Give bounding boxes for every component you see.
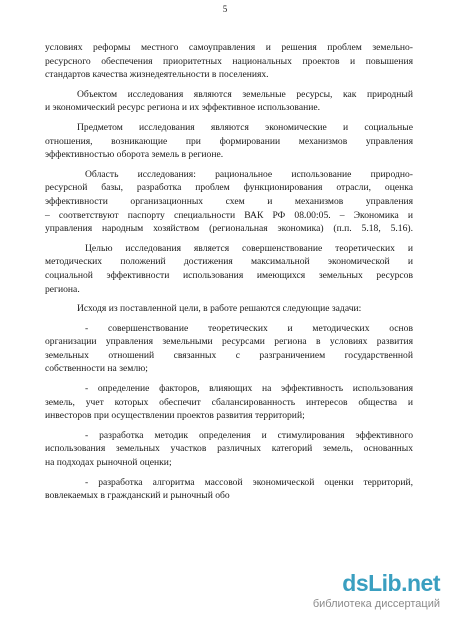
text-line: Исходя из поставленной цели, в работе решаются следующие задачи: <box>77 303 362 315</box>
text-line: условиях реформы местного самоуправления и решения проблем земельно- <box>45 42 413 53</box>
text-line: использования земельных участков различных категорий земель, основанных <box>45 443 413 455</box>
watermark-subtitle: библиотека диссертаций <box>312 598 440 610</box>
text-line: инвесторов при осуществлении проектов развития территорий; <box>45 410 305 422</box>
page-text <box>45 41 413 503</box>
text-line: Целью исследования является совершенствование теоретических и <box>85 242 413 254</box>
text-line: эффективностью оборота земель в регионе. <box>45 149 224 161</box>
text-line: Предметом исследования являются экономические и социальные <box>77 121 413 133</box>
text-line: и экономический ресурс региона и их эффективное использование. <box>45 102 321 114</box>
text-line: - совершенствование теоретических и методических основ <box>85 322 413 334</box>
dslib-watermark <box>280 570 440 614</box>
watermark-logo: dsLib.net <box>342 570 440 596</box>
text-line: ресурсной базы, разработка проблем функционирования отрасли, оценка <box>45 182 413 194</box>
text-line: - разработка алгоритма массовой экономической оценки территорий, <box>85 476 413 488</box>
text-line: Область исследования: рациональное использование природно- <box>85 168 413 180</box>
text-line: Объектом исследования являются земельные ресурсы, как природный <box>77 88 413 100</box>
text-line: ресурсного обеспечения приоритетных национальных проектов и повышения <box>45 55 413 67</box>
text-line: земель, учет которых обеспечит сбалансированность интересов общества и <box>45 396 413 408</box>
text-line: - разработка методик определения и стимулирования эффективного <box>85 429 413 441</box>
text-line: региона. <box>45 283 80 295</box>
text-line: методических положений достижения максимальной экономической и <box>45 256 413 268</box>
text-line: организации управления земельными ресурсами региона в условиях развития <box>45 336 413 348</box>
text-line: земельных отношений связанных с разграничением государственной <box>45 349 413 361</box>
text-line: - определение факторов, влияющих на эффективность использования <box>85 383 413 395</box>
text-line: социальной эффективности использования имеющихся земельных ресурсов <box>45 269 413 281</box>
text-line: вовлекаемых в гражданский и рыночный обо <box>45 490 230 502</box>
text-line: эффективности организационных схем и механизмов управления <box>45 195 413 207</box>
text-line: управления народным хозяйством (региональная экономика) (п.п. 5.18, 5.16). <box>45 223 413 235</box>
text-line: – соответствуют паспорту специальности ВАК РФ 08.00:05. – Экономика и <box>45 209 413 221</box>
page-number: 5 <box>222 4 228 14</box>
text-line: собственности на землю; <box>45 363 148 375</box>
text-line: стандартов качества жизнедеятельности в поселениях. <box>45 69 269 81</box>
text-line: на подходах рыночной оценки; <box>45 457 172 469</box>
text-line: отношения, возникающие при формировании механизмов управления <box>45 135 413 147</box>
